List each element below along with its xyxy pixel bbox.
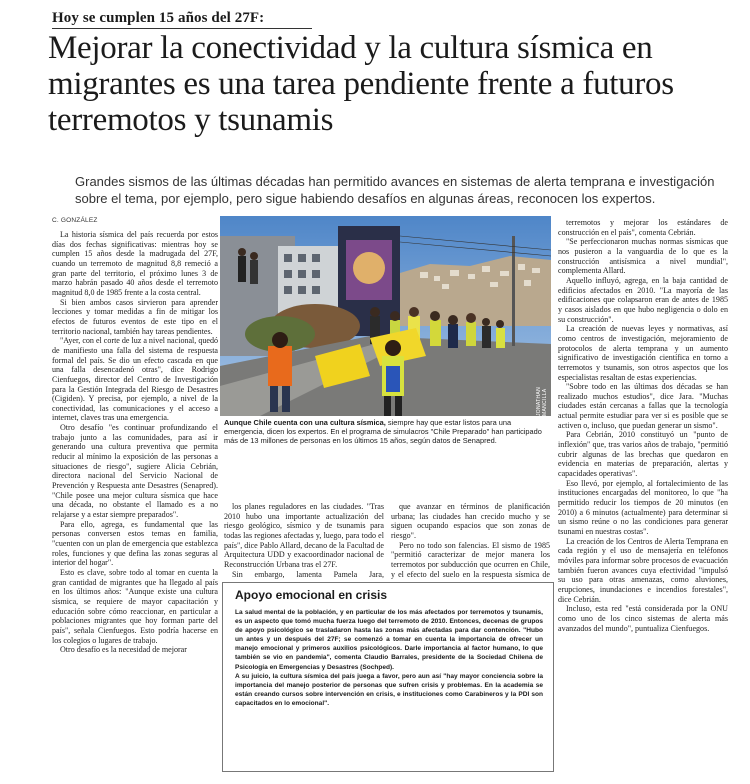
paragraph: La salud mental de la población, y en particular de los más afectados por terremotos y tsunamis, es un aspecto que tomó mucha fuerza luego del terremoto de 2010. Entonces, decenas de grupos de apoyo psicológico se trasladaron hasta las zonas más afectadas para dar contención. "Hubo un antes y un después del 27F; se comenzó a tomar en cuenta la importancia de ofrecer un manejo emocional y primeros auxilios psicológicos. Darle importancia al factor humano, lo que también se vio en pandemia", comenta Claudio Barrales, presidente de la Sociedad Chilena de Psicología en Emergencias y Desastres (Sochped).: [235, 609, 543, 671]
paragraph: los planes reguladores en las ciudades. "Tras 2010 hubo una importante actualización del riesgo geológico, sísmico y de tsunamis para todas las regiones afectadas y, luego, para todo el país", dice Pablo Allard, decano de la Facultad de Arquitectura UDD y exacoordinador nacional de Reconstrucción Urbana tras el 27F.: [224, 502, 384, 569]
paragraph: La historia sísmica del país recuerda por estos días dos fechas significativas: mientras hoy se cumplen 15 años desde la madrugada del 27F, cuando un terremoto de magnitud 8,8 remeció a gran parte del territorio, el próximo lunes 3 de marzo habrán pasado 40 años desde el terremoto magnitud 8,0 de 1985 frente a la costa central.: [52, 230, 218, 297]
sidebar-box-body: [235, 608, 543, 708]
paragraph: Pero no todo son falencias. El sismo de 1985 "permitió caracterizar de mejor manera los terremotos por subducción que ocurren en Chile, y el efecto del suelo en la respuesta sísmica de: [391, 540, 550, 579]
photo-caption: [224, 418, 551, 446]
paragraph: Incluso, esta red "está considerada por la ONU como uno de los cinco sistemas de alerta más avanzados del mundo", puntualiza Cienfuegos.: [558, 604, 728, 633]
paragraph: "Sobre todo en las últimas dos décadas se han realizado muchos estudios", dice Jara. "Muchas ciudades están cercanas a fallas que la tecnología actual permite estudiar para ver si es posible que se activen o, incluso, que puedan generar un sismo".: [558, 382, 728, 430]
paragraph: Eso llevó, por ejemplo, al fortalecimiento de las instituciones encargadas del monitoreo, lo que "ha permitido reducir los tiempos de 20 minutos (en 2010) a 6 minutos (actualmente) para determinar si un sismo reúne o no las condiciones para generar tsunami en nuestras costas".: [558, 478, 728, 536]
paragraph: Para ello, agrega, es fundamental que las personas conversen estos temas en familia, "cuenten con un plan de emergencia que establezca roles, funciones y que defina las zonas seguras al interior del hogar".: [52, 519, 218, 568]
paragraph: "Ayer, con el corte de luz a nivel nacional, quedó de manifiesto una falla del sistema de respuesta formal del país. Se dio un efecto cascada en que una falla desencadenó otras", dice Rodrigo Cienfuegos, director del Centro de Investigación para la Gestión Integrada del Riesgo de Desastres (Cigiden). Y precisa, por ejemplo, a nivel de la conectividad, las comunicaciones y el acceso a internet, claves tras una emergencia.: [52, 336, 218, 423]
paragraph: que avanzar en términos de planificación urbana; las ciudades han crecido mucho y se siguen ocupando espacios que son zonas de riesgo".: [391, 502, 550, 540]
paragraph: "Se perfeccionaron muchas normas sísmicas que nos pusieron a la vanguardia de lo que es la construcción antisísmica a nivel mundial", complementa Allard.: [558, 237, 728, 276]
paragraph: terremotos y mejorar los estándares de construcción en el país", comenta Cebrián.: [558, 218, 728, 237]
paragraph: Sin embargo, lamenta Pamela Jara,: [232, 569, 384, 579]
article-column-1: [52, 230, 218, 778]
sidebar-box-title: Apoyo emocional en crisis: [235, 588, 388, 602]
paragraph: Esto es clave, sobre todo al tomar en cuenta la gran cantidad de migrantes que ha llegado al país en los últimos años: "Aunque existe una cultura sísmica, se requiere de mayor capacitación y educación sobre cómo reaccionar, en particular a poblaciones migrantes que hoy forman parte del país", señala Cienfuegos. Esto podría hacerse en los colegios o lugares de trabajo.: [52, 567, 218, 645]
photo-credit: JONATHAN MANCILLA: [536, 387, 548, 416]
evacuation-drill-photo: [220, 216, 551, 416]
kicker: Hoy se cumplen 15 años del 27F:: [52, 10, 312, 29]
byline: C. GONZÁLEZ: [52, 217, 98, 224]
paragraph: Otro desafío es la necesidad de mejorar: [60, 645, 187, 655]
paragraph: La creación de nuevas leyes y normativas, así como centros de investigación, mejoramiento de protocolos de alerta temprana y un aumento significativo de investigación científica en torno a terremotos y tsunamis, son otros aspectos que los especialistas resaltan de estas experiencias.: [558, 324, 728, 382]
paragraph: Si bien ambos casos sirvieron para aprender lecciones y tomar medidas a fin de mitigar los efectos de futuros eventos de este tipo en el territorio nacional, también hay tareas pendientes.: [52, 297, 218, 336]
paragraph: Otro desafío "es continuar profundizando el trabajo junto a las comunidades, para así ir generando una cultura preventiva que permita reducir al mínimo la exposición de las personas a situaciones de riesgo", sugiere Alicia Cebrián, directora nacional del Servicio Nacional de Prevención y Respuesta ante Desastres (Senapred). "Chile posee una mejor cultura sísmica que hace una década, no obstante el llamado es a no relajarse y a estar siempre preparados".: [52, 423, 218, 520]
paragraph: A su juicio, la cultura sísmica del país juega a favor, pero aun así "hay mayor conciencia sobre la importancia del manejo posterior de personas que sufren crisis y problemas. En la academia se están creando cursos sobre intervención en crisis, e instituciones como Carabineros y la PDI son capacitados en lo emocional".: [235, 672, 543, 707]
paragraph: La creación de los Centros de Alerta Temprana en cada región y el uso de mensajería en teléfonos móviles para informar sobre procesos de evacuación también fueron avances cuya efectividad "impulsó su uso para otras amenazas, como aluviones, erupciones, inundaciones e incendios forestales", dice Cebrián.: [558, 536, 728, 604]
caption-text: siempre hay que estar listos para una emergencia, dicen los expertos. En el programa de simulacros "Chile Preparado" han participado más de 13 millones de personas en los últimos 15 años, según datos de Senapred.: [224, 418, 542, 446]
caption-lead: Aunque Chile cuenta con una cultura sísmica,: [224, 418, 386, 427]
headline: Mejorar la conectividad y la cultura sísmica en migrantes es una tarea pendiente frente a futuros terremotos y tsunamis: [48, 30, 674, 138]
sidebar-box: [222, 582, 554, 772]
article-column-4: [558, 218, 728, 780]
article-photo: [220, 216, 551, 416]
article-column-2: [224, 502, 384, 580]
paragraph: Para Cebrián, 2010 constituyó un "punto de inflexión" que, tras varios años de trabajo, "permitió cubrir algunas de las brechas que quedaron en evidencia en materias de preparación, alertas y capacidades operativas".: [558, 430, 728, 479]
deck: Grandes sismos de las últimas décadas han permitido avances en sistemas de alerta temprana e investigación sobre el tema, por ejemplo, pero sigue habiendo desafíos en algunas áreas, reconocen los expertos.: [75, 174, 715, 206]
paragraph: Aquello influyó, agrega, en la baja cantidad de edificios afectados en 2010. "La mayoría de las edificaciones que colapsaron eran de antes de 1985 y casos aislados en que hubo negligencia o dolo en su construcción".: [558, 275, 728, 324]
article-column-3: [391, 502, 550, 580]
